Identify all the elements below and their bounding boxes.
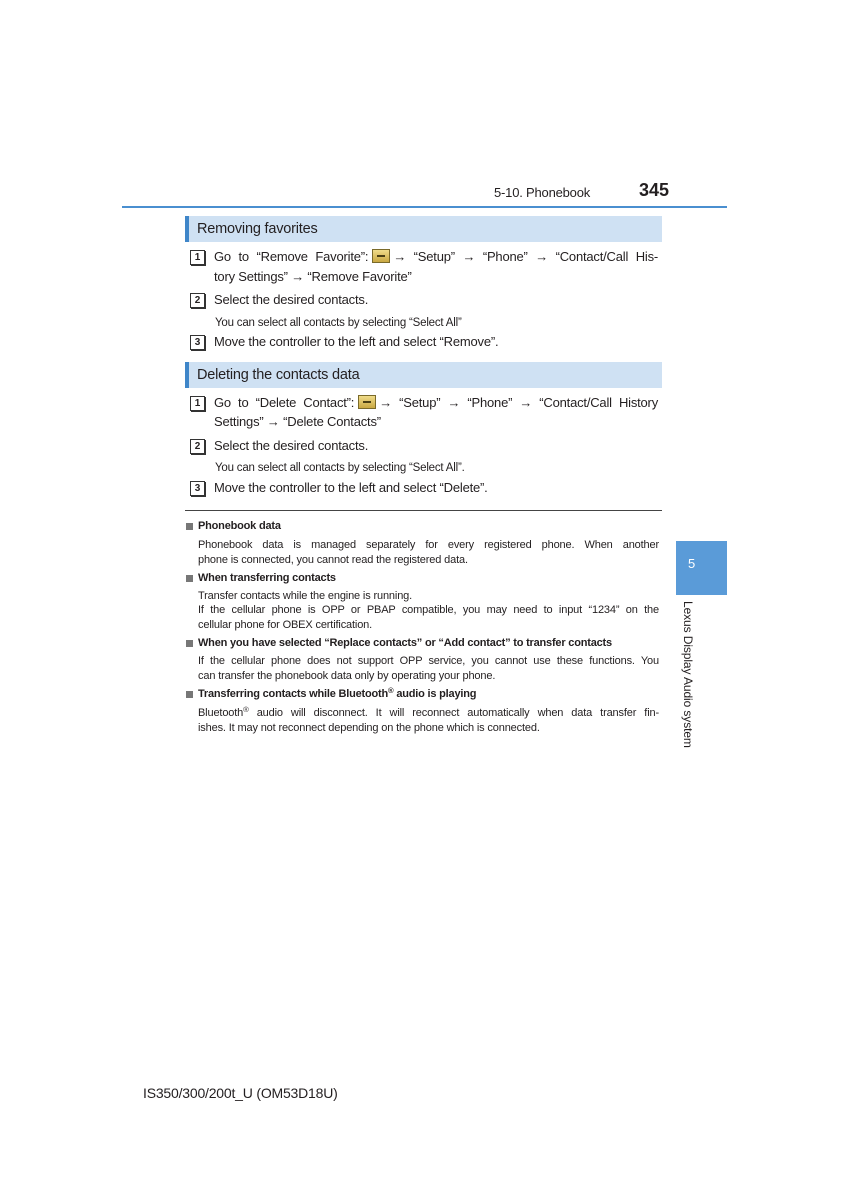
note-text: If the cellular phone does not support OPP service, you cannot use these functions. You [198, 655, 659, 667]
model-code: IS350/300/200t_U (OM53D18U) [143, 1085, 338, 1101]
chapter-title: Lexus Display Audio system [681, 601, 695, 748]
note-heading: Phonebook data [198, 520, 281, 532]
square-bullet-icon [186, 523, 193, 530]
step-text-part: Go to “Delete Contact”: [214, 395, 355, 410]
step-text: Move the controller to the left and select “Remove”. [214, 334, 499, 349]
step-number: 3 [190, 481, 205, 496]
section-title: 5-10. Phonebook [494, 185, 591, 200]
step-text [214, 248, 658, 266]
note-heading-part: Transferring contacts while Bluetooth [198, 688, 389, 700]
step-text: Select the desired contacts. [214, 438, 369, 453]
step-number: 2 [190, 439, 205, 454]
note-text: ishes. It may not reconnect depending on the phone which is connected. [198, 722, 540, 734]
note-text: Transfer contacts while the engine is running. [198, 590, 413, 602]
note-heading-part: audio is playing [393, 688, 477, 700]
menu-button-icon [358, 395, 376, 409]
note-text: If the cellular phone is OPP or PBAP compatible, you may need to input “1234” on the [198, 604, 659, 616]
step-text [214, 394, 658, 412]
chapter-number: 5 [688, 556, 696, 571]
chapter-tab [676, 541, 727, 595]
note-heading: When transferring contacts [198, 572, 336, 584]
heading-removing-favorites: Removing favorites [185, 216, 662, 242]
note-text: Phonebook data is managed separately for every registered phone. When another [198, 539, 659, 551]
step-text-part: Go to “Remove Favorite”: [214, 249, 369, 264]
step-text-part: → “Setup” → “Phone” → “Contact/Call His- [393, 249, 659, 264]
note-text: can transfer the phonebook data only by operating your phone. [198, 670, 496, 682]
registered-mark: ® [388, 685, 394, 695]
step-text: Select the desired contacts. [214, 292, 369, 307]
square-bullet-icon [186, 575, 193, 582]
note-heading: When you have selected “Replace contacts” or “Add contact” to transfer contacts [198, 637, 612, 649]
header-rule [122, 206, 727, 208]
step-number: 2 [190, 293, 205, 308]
step-number: 1 [190, 396, 205, 411]
square-bullet-icon [186, 640, 193, 647]
note-text [198, 706, 659, 721]
step-text-part: → “Setup” → “Phone” → “Contact/Call History [379, 395, 658, 410]
note-text-part: Bluetooth [198, 707, 244, 719]
step-number: 1 [190, 250, 205, 265]
step-text: Settings” → “Delete Contacts” [214, 414, 381, 429]
note-text: phone is connected, you cannot read the registered data. [198, 554, 468, 566]
step-number: 3 [190, 335, 205, 350]
step-text: tory Settings” → “Remove Favorite” [214, 269, 412, 284]
square-bullet-icon [186, 691, 193, 698]
menu-button-icon [372, 249, 390, 263]
notes-divider [185, 510, 662, 511]
note-text: cellular phone for OBEX certification. [198, 619, 373, 631]
step-text: Move the controller to the left and select “Delete”. [214, 480, 488, 495]
note-heading [198, 687, 476, 702]
note-text-part: audio will disconnect. It will reconnect automatically when data transfer fin- [248, 707, 659, 719]
registered-mark: ® [243, 704, 249, 714]
step-note: You can select all contacts by selecting “Select All”. [215, 462, 465, 474]
heading-deleting-contacts: Deleting the contacts data [185, 362, 662, 388]
page-number: 345 [639, 180, 670, 200]
step-note: You can select all contacts by selecting “Select All” [215, 317, 462, 329]
